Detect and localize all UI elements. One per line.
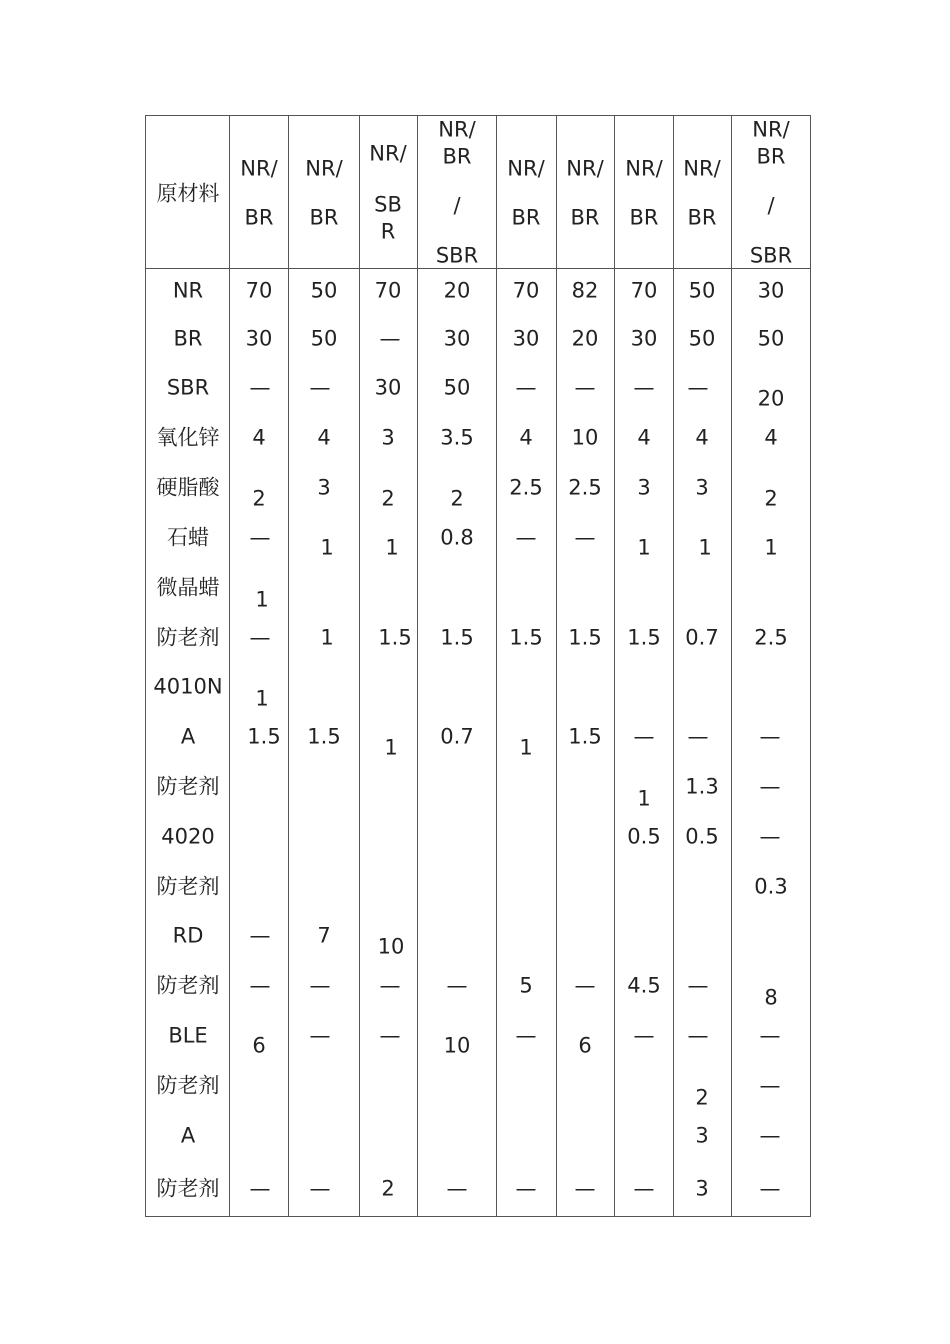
table-cell: 2: [450, 486, 464, 511]
row-label: 氧化锌: [156, 425, 220, 450]
row-label: 防老剂: [156, 1176, 220, 1201]
table-cell: 4.5: [627, 973, 661, 998]
formulation-table: [145, 115, 811, 1217]
header-cell: NR/: [438, 117, 476, 142]
table-cell: 0.5: [685, 824, 719, 849]
table-cell: 10: [571, 425, 599, 450]
table-cell: 3: [637, 475, 651, 500]
table-cell: 0.3: [754, 874, 788, 899]
table-cell: 30: [245, 326, 273, 351]
table-cell: 2.5: [568, 475, 602, 500]
table-cell: 30: [512, 326, 540, 351]
table-cell: 1: [255, 587, 269, 612]
table-cell: 1: [320, 535, 334, 560]
table-cell: —: [759, 1023, 781, 1048]
header-cell: /: [453, 193, 461, 218]
header-cell: NR/: [752, 117, 790, 142]
header-divider: [145, 268, 811, 269]
table-cell: —: [759, 774, 781, 799]
table-cell: 20: [757, 386, 785, 411]
table-cell: 50: [310, 326, 338, 351]
table-cell: —: [633, 1023, 655, 1048]
table-cell: —: [249, 375, 271, 400]
table-cell: 1.3: [685, 774, 719, 799]
table-cell: —: [446, 1176, 468, 1201]
table-cell: 2: [695, 1085, 709, 1110]
row-label: BLE: [168, 1023, 208, 1048]
table-cell: 50: [688, 278, 716, 303]
table-cell: —: [759, 1073, 781, 1098]
row-label: A: [180, 724, 196, 749]
header-cell: R: [380, 219, 396, 244]
table-cell: 1.5: [568, 625, 602, 650]
row-label: 防老剂: [156, 774, 220, 799]
table-cell: 3.5: [440, 425, 474, 450]
table-cell: 2.5: [754, 625, 788, 650]
table-cell: 1: [698, 535, 712, 560]
table-cell: —: [309, 1023, 331, 1048]
header-cell: SBR: [435, 243, 479, 268]
table-cell: —: [515, 1176, 537, 1201]
row-label: 硬脂酸: [156, 475, 220, 500]
row-label: 4010N: [153, 674, 223, 699]
table-cell: 2.5: [509, 475, 543, 500]
header-cell: /: [767, 193, 775, 218]
table-cell: 0.7: [440, 724, 474, 749]
table-cell: 70: [374, 278, 402, 303]
row-label: A: [180, 1123, 196, 1148]
table-cell: —: [379, 1023, 401, 1048]
table-cell: 70: [630, 278, 658, 303]
header-raw-material: 原材料: [156, 181, 220, 206]
table-cell: 1: [255, 686, 269, 711]
table-cell: 50: [443, 375, 471, 400]
row-label: 防老剂: [156, 973, 220, 998]
header-cell: BR: [511, 205, 541, 230]
table-cell: 1: [385, 535, 399, 560]
column-divider: [229, 115, 230, 1217]
header-cell: NR/: [683, 156, 721, 181]
table-cell: 0.5: [627, 824, 661, 849]
table-cell: 4: [695, 425, 709, 450]
table-cell: —: [249, 625, 271, 650]
table-cell: 1.5: [378, 625, 412, 650]
table-cell: —: [687, 1023, 709, 1048]
header-cell: NR/: [625, 156, 663, 181]
table-cell: 70: [245, 278, 273, 303]
row-label: NR: [172, 278, 204, 303]
header-cell: BR: [629, 205, 659, 230]
table-cell: 1: [637, 786, 651, 811]
table-cell: —: [759, 724, 781, 749]
table-cell: 20: [443, 278, 471, 303]
table-cell: 5: [519, 973, 533, 998]
column-divider: [731, 115, 732, 1217]
table-cell: 1.5: [568, 724, 602, 749]
table-cell: —: [759, 824, 781, 849]
header-cell: NR/: [566, 156, 604, 181]
table-cell: 4: [317, 425, 331, 450]
column-divider: [288, 115, 289, 1217]
table-cell: 3: [381, 425, 395, 450]
table-cell: —: [759, 1176, 781, 1201]
table-cell: 6: [252, 1033, 266, 1058]
table-cell: 30: [757, 278, 785, 303]
table-cell: —: [249, 923, 271, 948]
table-cell: 4: [252, 425, 266, 450]
table-cell: —: [249, 973, 271, 998]
table-cell: 4: [519, 425, 533, 450]
table-cell: —: [633, 1176, 655, 1201]
row-label: 4020: [161, 824, 215, 849]
table-cell: —: [574, 1176, 596, 1201]
table-cell: —: [515, 1023, 537, 1048]
table-top-border: [145, 115, 811, 116]
table-cell: 1: [637, 535, 651, 560]
header-cell: BR: [687, 205, 717, 230]
table-cell: —: [309, 973, 331, 998]
table-cell: —: [309, 375, 331, 400]
row-label: SBR: [166, 375, 210, 400]
table-cell: 3: [695, 1176, 709, 1201]
header-cell: BR: [756, 144, 786, 169]
table-cell: 2: [764, 486, 778, 511]
table-cell: 4: [764, 425, 778, 450]
table-cell: —: [446, 973, 468, 998]
column-divider: [145, 115, 146, 1217]
table-cell: 2: [381, 486, 395, 511]
table-cell: 0.8: [440, 525, 474, 550]
header-cell: SBR: [749, 243, 793, 268]
table-cell: 1: [320, 625, 334, 650]
table-cell: —: [633, 375, 655, 400]
table-cell: —: [309, 1176, 331, 1201]
header-cell: NR/: [369, 141, 407, 166]
table-cell: 20: [571, 326, 599, 351]
table-cell: 1: [384, 735, 398, 760]
table-cell: 1: [764, 535, 778, 560]
row-label: RD: [172, 923, 204, 948]
header-cell: SB: [374, 192, 402, 217]
table-cell: 70: [512, 278, 540, 303]
table-cell: 50: [757, 326, 785, 351]
column-divider: [496, 115, 497, 1217]
column-divider: [614, 115, 615, 1217]
table-bottom-border: [145, 1216, 811, 1217]
table-cell: 30: [630, 326, 658, 351]
table-cell: —: [574, 973, 596, 998]
header-cell: BR: [442, 144, 472, 169]
table-cell: 50: [688, 326, 716, 351]
table-cell: —: [687, 973, 709, 998]
table-cell: 0.7: [685, 625, 719, 650]
header-cell: NR/: [305, 156, 343, 181]
header-cell: NR/: [507, 156, 545, 181]
table-cell: —: [574, 525, 596, 550]
table-cell: —: [515, 375, 537, 400]
row-label: 石蜡: [167, 525, 209, 550]
header-cell: BR: [570, 205, 600, 230]
table-cell: —: [249, 525, 271, 550]
table-cell: 2: [381, 1176, 395, 1201]
column-divider: [359, 115, 360, 1217]
table-cell: 82: [571, 278, 599, 303]
table-cell: —: [633, 724, 655, 749]
row-label: 微晶蜡: [156, 575, 220, 600]
table-cell: 50: [310, 278, 338, 303]
table-cell: 10: [443, 1033, 471, 1058]
header-cell: BR: [244, 205, 274, 230]
table-cell: 4: [637, 425, 651, 450]
table-cell: 1: [519, 735, 533, 760]
column-divider: [810, 115, 811, 1217]
row-label: 防老剂: [156, 1073, 220, 1098]
table-cell: —: [515, 525, 537, 550]
table-cell: 6: [578, 1033, 592, 1058]
column-divider: [417, 115, 418, 1217]
row-label: 防老剂: [156, 625, 220, 650]
table-cell: 3: [695, 1123, 709, 1148]
table-cell: 30: [374, 375, 402, 400]
column-divider: [556, 115, 557, 1217]
table-cell: —: [379, 973, 401, 998]
table-cell: —: [759, 1123, 781, 1148]
table-cell: 1.5: [627, 625, 661, 650]
table-cell: 1.5: [509, 625, 543, 650]
table-cell: 8: [764, 985, 778, 1010]
table-cell: 1.5: [247, 724, 281, 749]
table-cell: —: [379, 326, 401, 351]
table-cell: —: [574, 375, 596, 400]
header-cell: BR: [309, 205, 339, 230]
table-cell: —: [687, 375, 709, 400]
header-cell: NR/: [240, 156, 278, 181]
table-cell: 3: [317, 475, 331, 500]
table-cell: 30: [443, 326, 471, 351]
table-cell: 2: [252, 486, 266, 511]
table-cell: 7: [317, 923, 331, 948]
table-cell: 1.5: [440, 625, 474, 650]
table-cell: —: [687, 724, 709, 749]
table-cell: 1.5: [307, 724, 341, 749]
column-divider: [673, 115, 674, 1217]
table-cell: 3: [695, 475, 709, 500]
table-cell: —: [249, 1176, 271, 1201]
row-label: 防老剂: [156, 874, 220, 899]
row-label: BR: [173, 326, 203, 351]
table-cell: 10: [377, 934, 405, 959]
